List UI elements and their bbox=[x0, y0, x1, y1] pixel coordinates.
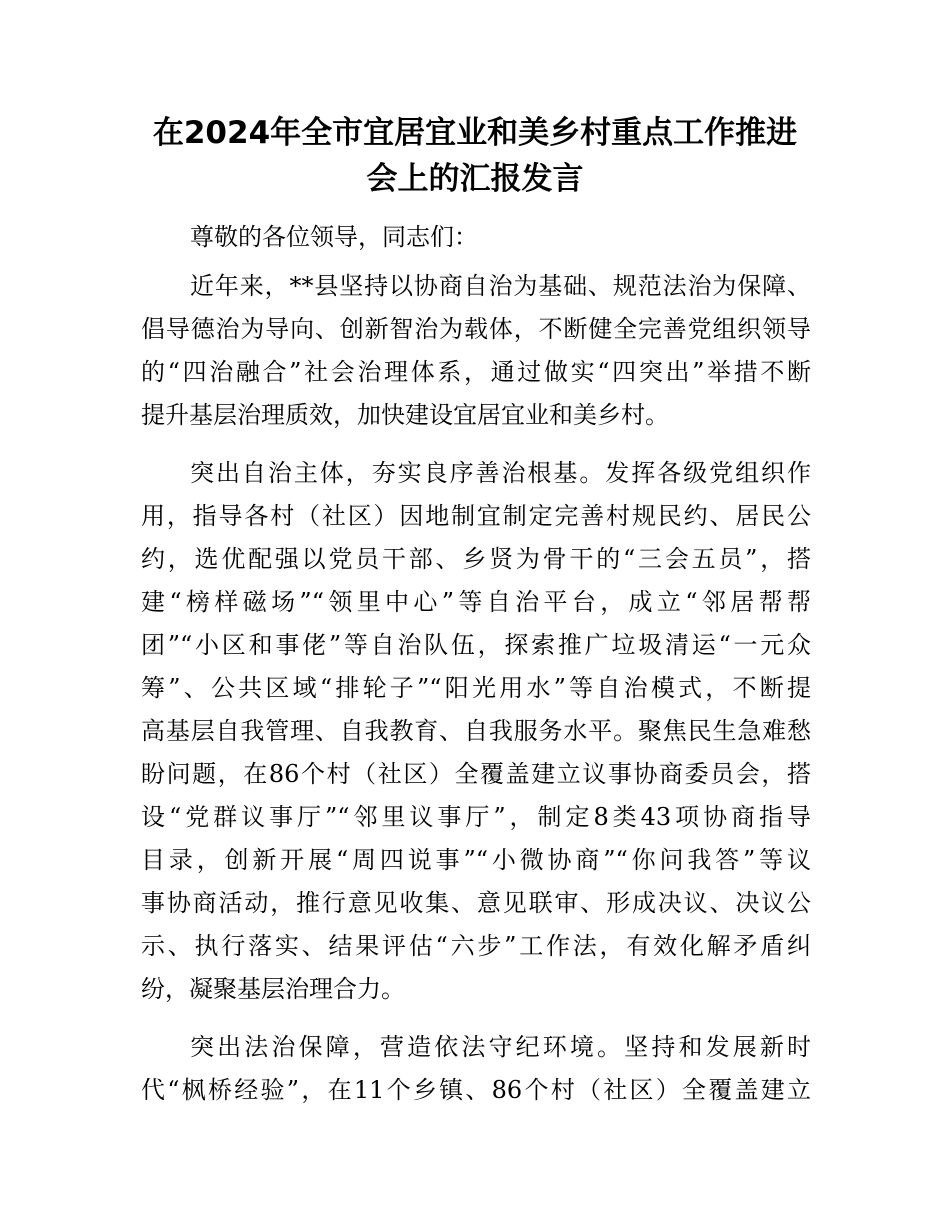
paragraph-2-line: 用，指导各村（社区）因地制宜制定完善村规民约、居民公 bbox=[141, 502, 811, 530]
paragraph-2-line: 团”“小区和事佬”等自治队伍，探索推广垃圾清运“一元众 bbox=[141, 631, 811, 659]
paragraph-2-line: 设“党群议事厅”“邻里议事厅”，制定8类43项协商指导 bbox=[141, 803, 811, 831]
paragraph-2-line: 示、执行落实、结果评估“六步”工作法，有效化解矛盾纠 bbox=[141, 932, 811, 960]
paragraph-2-line: 突出自治主体，夯实良序善治根基。发挥各级党组织作 bbox=[190, 459, 811, 487]
paragraph-2-line: 目录，创新开展“周四说事”“小微协商”“你问我答”等议 bbox=[141, 846, 811, 874]
greeting: 尊敬的各位领导，同志们： bbox=[190, 223, 478, 251]
paragraph-2-line: 建“榜样磁场”“领里中心”等自治平台，成立“邻居帮帮 bbox=[141, 588, 811, 616]
paragraph-2-line: 纷，凝聚基层治理合力。 bbox=[141, 975, 405, 1003]
paragraph-2-line: 筹”、公共区域“排轮子”“阳光用水”等自治模式，不断提 bbox=[141, 674, 811, 702]
paragraph-2-line: 高基层自我管理、自我教育、自我服务水平。聚焦民生急难愁 bbox=[141, 717, 811, 745]
paragraph-3-line: 突出法治保障，营造依法守纪环境。坚持和发展新时 bbox=[190, 1033, 811, 1061]
document-title-line-2: 会上的汇报发言 bbox=[366, 161, 584, 197]
paragraph-1-line: 的“四治融合”社会治理体系，通过做实“四突出”举措不断 bbox=[141, 358, 811, 386]
paragraph-1-line: 提升基层治理质效，加快建设宜居宜业和美乡村。 bbox=[141, 401, 669, 429]
paragraph-2-line: 事协商活动，推行意见收集、意见联审、形成决议、决议公 bbox=[141, 889, 811, 917]
paragraph-2-line: 盼问题，在86个村（社区）全覆盖建立议事协商委员会，搭 bbox=[141, 760, 811, 788]
paragraph-3-line: 代“枫桥经验”，在11个乡镇、86个村（社区）全覆盖建立 bbox=[141, 1076, 811, 1104]
paragraph-2-line: 约，选优配强以党员干部、乡贤为骨干的“三会五员”，搭 bbox=[141, 545, 811, 573]
paragraph-1-line: 倡导德治为导向、创新智治为载体，不断健全完善党组织领导 bbox=[141, 315, 811, 343]
document-title-line-1: 在2024年全市宜居宜业和美乡村重点工作推进 bbox=[152, 115, 798, 151]
paragraph-1-line: 近年来，**县坚持以协商自治为基础、规范法治为保障、 bbox=[190, 272, 811, 300]
